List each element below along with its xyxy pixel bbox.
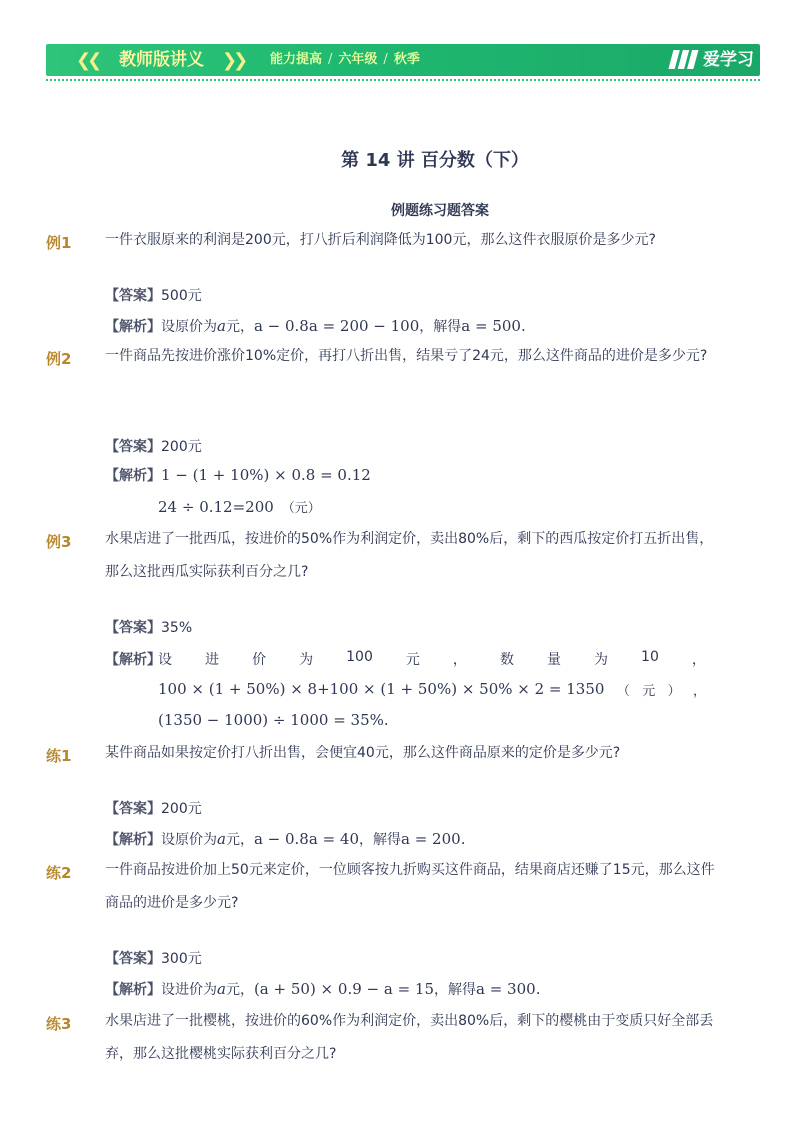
solution-line	[105, 979, 540, 999]
page-title: 第 14 讲 百分数（下）	[341, 150, 529, 171]
word: 为	[299, 652, 314, 668]
math-equation: 1 − (1 + 10%) × 0.8 = 0.12	[161, 466, 371, 484]
practice-tag: 练2	[46, 864, 72, 882]
solution-line	[158, 497, 321, 516]
unit-text: 元	[642, 684, 656, 699]
word: 数	[499, 652, 514, 668]
math-variable: a	[217, 317, 226, 335]
section-subtitle: 例题练习题答案	[391, 203, 489, 219]
answer-line	[105, 798, 202, 818]
solution-text: 元，	[225, 982, 254, 998]
answer-value: 35%	[161, 620, 193, 636]
brand-name: 爱学习	[703, 50, 754, 70]
math-equation: a − 0.8a = 40	[253, 830, 359, 848]
math-variable: a	[217, 830, 226, 848]
word: 进	[205, 652, 220, 668]
unit-text: ）	[667, 684, 681, 699]
answer-label: 【答案】	[105, 801, 161, 817]
math-punct: .	[535, 980, 541, 998]
breadcrumb-separator: /	[328, 52, 333, 67]
math-equation: (a + 50) × 0.9 − a = 15	[253, 980, 434, 998]
answer-value: 500元	[161, 288, 202, 304]
answer-label: 【答案】	[105, 288, 161, 304]
answer-value: 200元	[161, 439, 202, 455]
question-text: 水果店进了一批西瓜，按进价的50%作为利润定价，卖出80%后，剩下的西瓜按定价打五折出售，那么这批西瓜实际获利百分之几?	[105, 531, 714, 580]
solution-line	[105, 829, 465, 849]
solution-text: 元，	[225, 832, 254, 848]
word: 元	[405, 652, 420, 668]
brand-logo	[668, 44, 754, 76]
question-text: 某件商品如果按定价打八折出售，会便宜40元，那么这件商品原来的定价是多少元?	[105, 745, 621, 761]
double-chevron-left-icon: ❮❮	[76, 50, 99, 71]
answer-label: 【答案】	[105, 951, 161, 967]
math-punct: .	[520, 317, 526, 335]
analysis-label: 【解析】	[105, 319, 161, 335]
book-stripes-icon: ▌▌▌	[668, 50, 702, 69]
word: 为	[594, 652, 609, 668]
answer-line	[105, 948, 202, 968]
solution-line	[105, 316, 526, 336]
word: 100	[346, 649, 373, 665]
math-equation: 100 × (1 + 50%) × 8+100 × (1 + 50%) × 50% × 2 = 1350	[158, 680, 605, 698]
solution-spread-line	[158, 649, 706, 669]
answer-value: 200元	[161, 801, 202, 817]
unit-text: （	[616, 684, 630, 699]
solution-text: ，解得	[419, 319, 462, 335]
header-banner	[46, 44, 760, 76]
word: 设	[158, 652, 172, 668]
solution-text: 设原价为	[161, 832, 217, 848]
double-chevron-right-icon: ❯❯	[222, 50, 245, 71]
math-equation: (1350 − 1000) ÷ 1000 = 35%.	[158, 711, 389, 729]
word: 价	[252, 652, 267, 668]
answer-label: 【答案】	[105, 439, 161, 455]
question-text: 水果店进了一批樱桃，按进价的60%作为利润定价，卖出80%后，剩下的樱桃由于变质只好全部丢弃，那么这批樱桃实际获利百分之几?	[105, 1013, 714, 1062]
example-tag: 例2	[46, 350, 72, 368]
breadcrumb-item: 六年级	[338, 52, 378, 67]
solution-line	[105, 465, 371, 485]
breadcrumb-item: 秋季	[393, 52, 420, 67]
solution-line	[158, 711, 389, 729]
answer-line	[105, 285, 202, 305]
math-equation: a − 0.8a = 200 − 100	[253, 317, 420, 335]
word: ，	[691, 652, 706, 668]
question-text: 一件衣服原来的利润是200元，打八折后利润降低为100元，那么这件衣服原价是多少元?	[105, 232, 656, 248]
practice-tag: 练3	[46, 1015, 72, 1033]
example-tag: 例3	[46, 533, 72, 551]
breadcrumb-separator: /	[383, 52, 388, 67]
unit-text: ，	[692, 684, 706, 699]
word: 10	[641, 649, 659, 665]
answer-value: 300元	[161, 951, 202, 967]
analysis-label: 【解析】	[105, 982, 161, 998]
answer-label: 【答案】	[105, 620, 161, 636]
math-result: a = 200	[401, 830, 461, 848]
math-result: a = 300	[476, 980, 536, 998]
example-tag: 例1	[46, 234, 72, 252]
analysis-label: 【解析】	[105, 652, 161, 668]
analysis-label: 【解析】	[105, 468, 161, 484]
answer-line	[105, 617, 192, 637]
solution-text: ，解得	[359, 832, 401, 848]
solution-text: 元，	[225, 319, 254, 335]
practice-tag: 练1	[46, 747, 72, 765]
math-equation: 24 ÷ 0.12=200	[158, 498, 274, 516]
edition-badge: 教师版讲义	[119, 50, 204, 70]
dotted-divider	[46, 79, 760, 81]
analysis-label: 【解析】	[105, 832, 161, 848]
math-variable: a	[217, 980, 226, 998]
breadcrumb	[270, 44, 420, 76]
question-text: 一件商品先按进价涨价10%定价，再打八折出售，结果亏了24元，那么这件商品的进价是多少元?	[105, 348, 708, 364]
unit-text: （元）	[281, 501, 321, 516]
breadcrumb-item: 能力提高	[270, 52, 323, 67]
solution-text: 设原价为	[161, 319, 217, 335]
question-text: 一件商品按进价加上50元来定价，一位顾客按九折购买这件商品，结果商店还赚了15元，那么这件商品的进价是多少元?	[105, 862, 715, 911]
math-result: a = 500	[461, 317, 521, 335]
word: ，	[452, 652, 467, 668]
solution-line	[158, 680, 706, 699]
math-punct: .	[460, 830, 466, 848]
solution-text: 设进价为	[161, 982, 217, 998]
solution-text: ，解得	[434, 982, 476, 998]
answer-line	[105, 436, 202, 456]
word: 量	[546, 652, 561, 668]
solution-label-line	[105, 649, 161, 669]
